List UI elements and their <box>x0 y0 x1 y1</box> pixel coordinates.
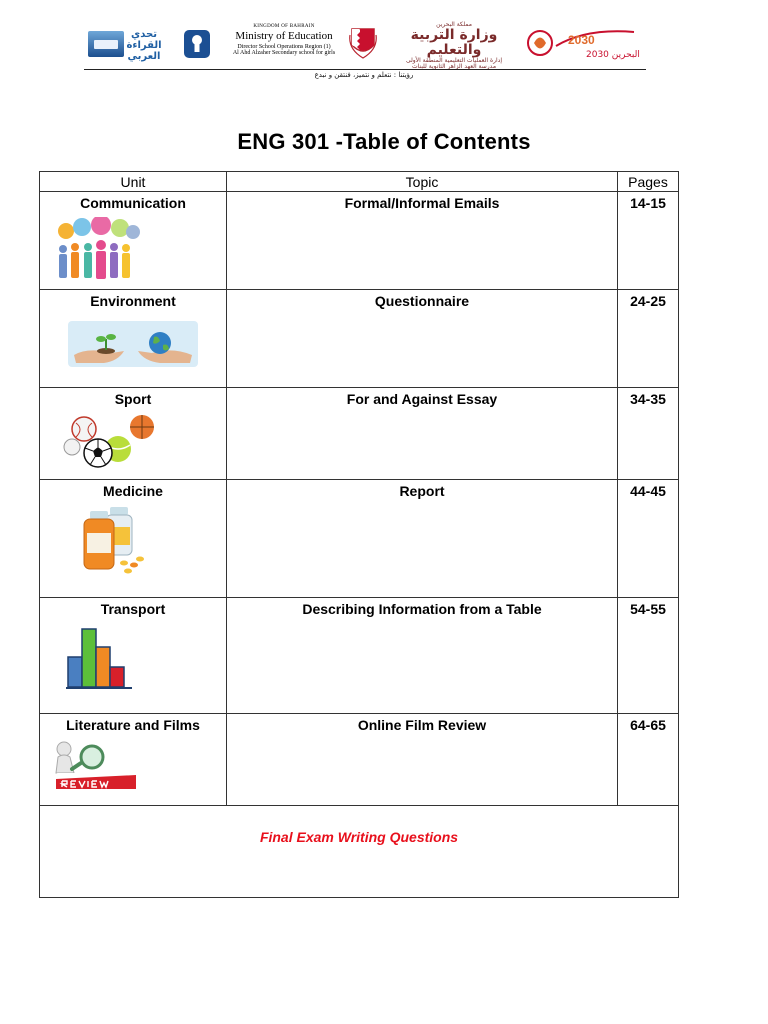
arab-reading-challenge-logo <box>88 27 160 67</box>
letterhead <box>84 22 646 78</box>
pages-cell <box>618 714 679 806</box>
topic-name: Online Film Review <box>357 717 487 733</box>
page-range: 24-25 <box>630 293 666 309</box>
people-speech-icon <box>54 217 142 283</box>
topic-cell <box>227 192 618 290</box>
table-header-row <box>40 172 679 192</box>
school-motto: رؤيتنا : نتعلم و نتميز، فنتقن و نبدع <box>314 71 414 79</box>
hands-plant-globe-icon <box>68 321 198 367</box>
unit-name: Environment <box>90 293 176 309</box>
topic-cell <box>227 598 618 714</box>
pages-cell <box>618 192 679 290</box>
pages-cell <box>618 388 679 480</box>
unit-name: Sport <box>114 391 152 407</box>
sports-balls-icon <box>62 413 158 469</box>
unit-cell <box>40 480 227 598</box>
svg-text:2030: 2030 <box>568 33 595 47</box>
unit-cell <box>40 714 227 806</box>
pages-cell <box>618 598 679 714</box>
final-exam-label: Final Exam Writing Questions <box>259 829 459 845</box>
letterhead-rule <box>84 69 646 70</box>
topic-name: For and Against Essay <box>346 391 498 407</box>
topic-column-header: Topic <box>227 172 618 192</box>
chart-bar-green <box>82 629 96 687</box>
arabic-directorate-label: إدارة العمليات التعليمية المنطقة الأولى <box>405 56 503 64</box>
unit-cell <box>40 192 227 290</box>
arabic-kingdom-label: مملكة البحرين <box>436 21 472 28</box>
directorate-label: Director School Operations Region (1) <box>237 44 331 50</box>
topic-cell <box>227 388 618 480</box>
table-row <box>40 388 679 480</box>
final-row <box>40 806 679 898</box>
pages-cell <box>618 480 679 598</box>
unit-name: Communication <box>80 195 186 211</box>
topic-name: Formal/Informal Emails <box>344 195 500 211</box>
unit-name: Transport <box>100 601 166 617</box>
page-range: 54-55 <box>630 601 666 617</box>
table-row <box>40 480 679 598</box>
topic-name: Report <box>399 483 445 499</box>
unit-column-header: Unit <box>40 172 227 192</box>
kingdom-label: KINGDOM OF BAHRAIN <box>253 24 315 29</box>
arabic-school-label: مدرسة العهد الزاهر الثانوية للبنات <box>411 62 497 70</box>
ministry-english-block <box>218 24 350 56</box>
school-label: Al Ahd Alzaher Secondary school for girls <box>232 50 336 56</box>
page-range: 34-35 <box>630 391 666 407</box>
pages-column-header: Pages <box>618 172 679 192</box>
table-row <box>40 290 679 388</box>
topic-name: Questionnaire <box>374 293 470 309</box>
unit-cell <box>40 290 227 388</box>
reading-badge-icon <box>88 31 124 57</box>
ministry-arabic-block <box>384 22 524 70</box>
topic-cell <box>227 290 618 388</box>
table-row <box>40 714 679 806</box>
chart-bar-red <box>110 667 124 687</box>
table-of-contents <box>39 171 679 898</box>
unit-name: Medicine <box>103 483 163 499</box>
bahrain-2030-logo-icon <box>526 24 644 62</box>
topic-cell <box>227 714 618 806</box>
chart-bar-orange <box>96 647 110 687</box>
unit-name: Literature and Films <box>66 717 200 733</box>
bahrain-emblem-icon <box>348 25 378 59</box>
page-range: 14-15 <box>630 195 666 211</box>
keyhole-logo-icon <box>182 28 212 60</box>
page-title: ENG 301 -Table of Contents <box>237 129 531 154</box>
bar-chart-icon <box>66 627 136 691</box>
vision-logo-text: البحرين 2030 <box>586 50 640 60</box>
final-cell <box>40 806 679 898</box>
table-row <box>40 192 679 290</box>
chart-bar-blue <box>68 657 82 687</box>
pages-cell <box>618 290 679 388</box>
ministry-label: Ministry of Education <box>235 30 333 42</box>
review-magnifier-icon <box>50 739 140 793</box>
page-range: 44-45 <box>630 483 666 499</box>
page-range: 64-65 <box>630 717 666 733</box>
arabic-ministry-label: وزارة التربية والتعليم <box>410 27 498 58</box>
medicine-bottles-icon <box>80 505 152 579</box>
table-row <box>40 598 679 714</box>
topic-name: Describing Information from a Table <box>302 601 542 617</box>
topic-cell <box>227 480 618 598</box>
unit-cell <box>40 388 227 480</box>
reading-logo-text: تحدي القراءة العربي <box>126 29 162 62</box>
unit-cell <box>40 598 227 714</box>
